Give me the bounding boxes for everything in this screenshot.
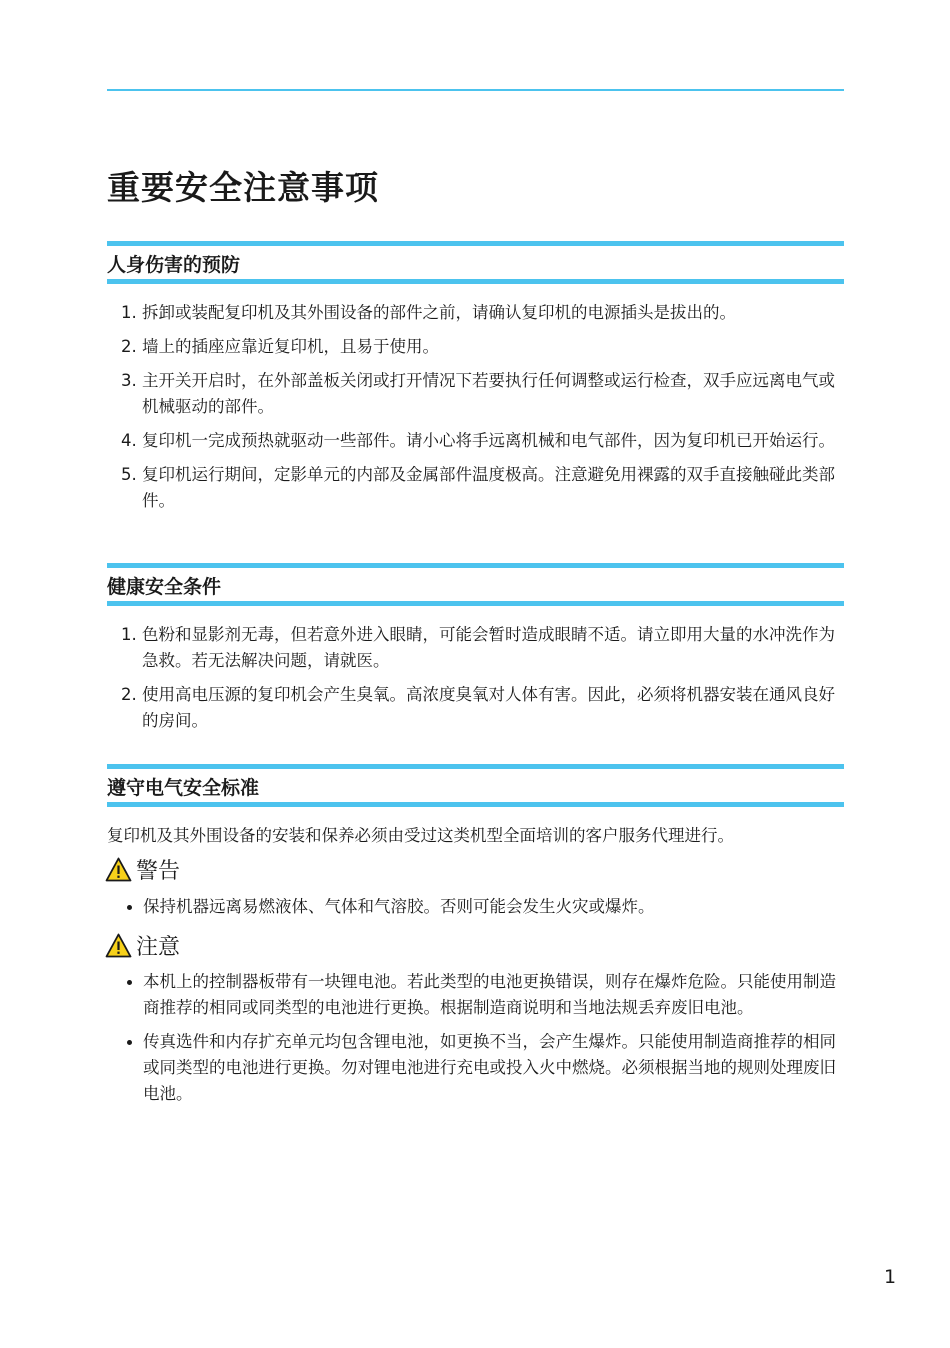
list-item: 5. 复印机运行期间，定影单元的内部及金属部件温度极高。注意避免用裸露的双手直接触碰此类部件。 — [121, 465, 835, 510]
section-heading-injury — [107, 241, 844, 284]
caution-label: 注意 — [136, 934, 181, 960]
list-item: 本机上的控制器板带有一块锂电池。若此类型的电池更换错误，则存在爆炸危险。只能使用制造商推荐的相同或同类型的电池进行更换。根据制造商说明和当地法规丢弃废旧电池。 — [107, 969, 844, 1021]
list-item: 1. 拆卸或装配复印机及其外围设备的部件之前，请确认复印机的电源插头是拔出的。 — [121, 303, 736, 322]
list-item: 1. 色粉和显影剂无毒，但若意外进入眼睛，可能会暂时造成眼睛不适。请立即用大量的水冲洗作为急救。若无法解决问题，请就医。 — [121, 625, 835, 670]
list-item: 保持机器远离易燃液体、气体和气溶胶。否则可能会发生火灾或爆炸。 — [107, 894, 844, 920]
caution-callout — [105, 930, 180, 960]
page-number: 1 — [884, 1266, 897, 1288]
list-item: 3. 主开关开启时，在外部盖板关闭或打开情况下若要执行任何调整或运行检查，双手应远离电气或机械驱动的部件。 — [121, 371, 835, 416]
section-heading-health — [107, 563, 844, 606]
page-title: 重要安全注意事项 — [107, 168, 379, 207]
warning-label: 警告 — [136, 858, 181, 884]
health-list — [107, 622, 844, 742]
section-heading-electrical — [107, 764, 844, 807]
warning-triangle-icon — [105, 857, 132, 882]
top-rule — [107, 89, 844, 91]
section-heading-electrical-label: 遵守电气安全标准 — [107, 777, 260, 799]
bullet-icon — [127, 1040, 132, 1045]
list-item: 4. 复印机一完成预热就驱动一些部件。请小心将手远离机械和电气部件，因为复印机已开始运行。 — [121, 431, 835, 450]
list-item: 传真选件和内存扩充单元均包含锂电池，如更换不当，会产生爆炸。只能使用制造商推荐的相同或同类型的电池进行更换。勿对锂电池进行充电或投入火中燃烧。必须根据当地的规则处理废旧电池。 — [107, 1029, 844, 1107]
warning-triangle-icon — [105, 933, 132, 958]
caution-list — [107, 969, 844, 1115]
list-item: 2. 墙上的插座应靠近复印机，且易于使用。 — [121, 337, 439, 356]
warning-callout — [105, 854, 180, 884]
list-item: 2. 使用高电压源的复印机会产生臭氧。高浓度臭氧对人体有害。因此，必须将机器安装在通风良好的房间。 — [121, 685, 835, 730]
section-heading-health-label: 健康安全条件 — [107, 576, 222, 598]
bullet-icon — [127, 905, 132, 910]
bullet-icon — [127, 980, 132, 985]
electrical-intro: 复印机及其外围设备的安装和保养必须由受过这类机型全面培训的客户服务代理进行。 — [107, 826, 734, 845]
warning-list — [107, 894, 844, 928]
injury-list — [107, 300, 844, 522]
section-heading-injury-label: 人身伤害的预防 — [107, 254, 241, 276]
